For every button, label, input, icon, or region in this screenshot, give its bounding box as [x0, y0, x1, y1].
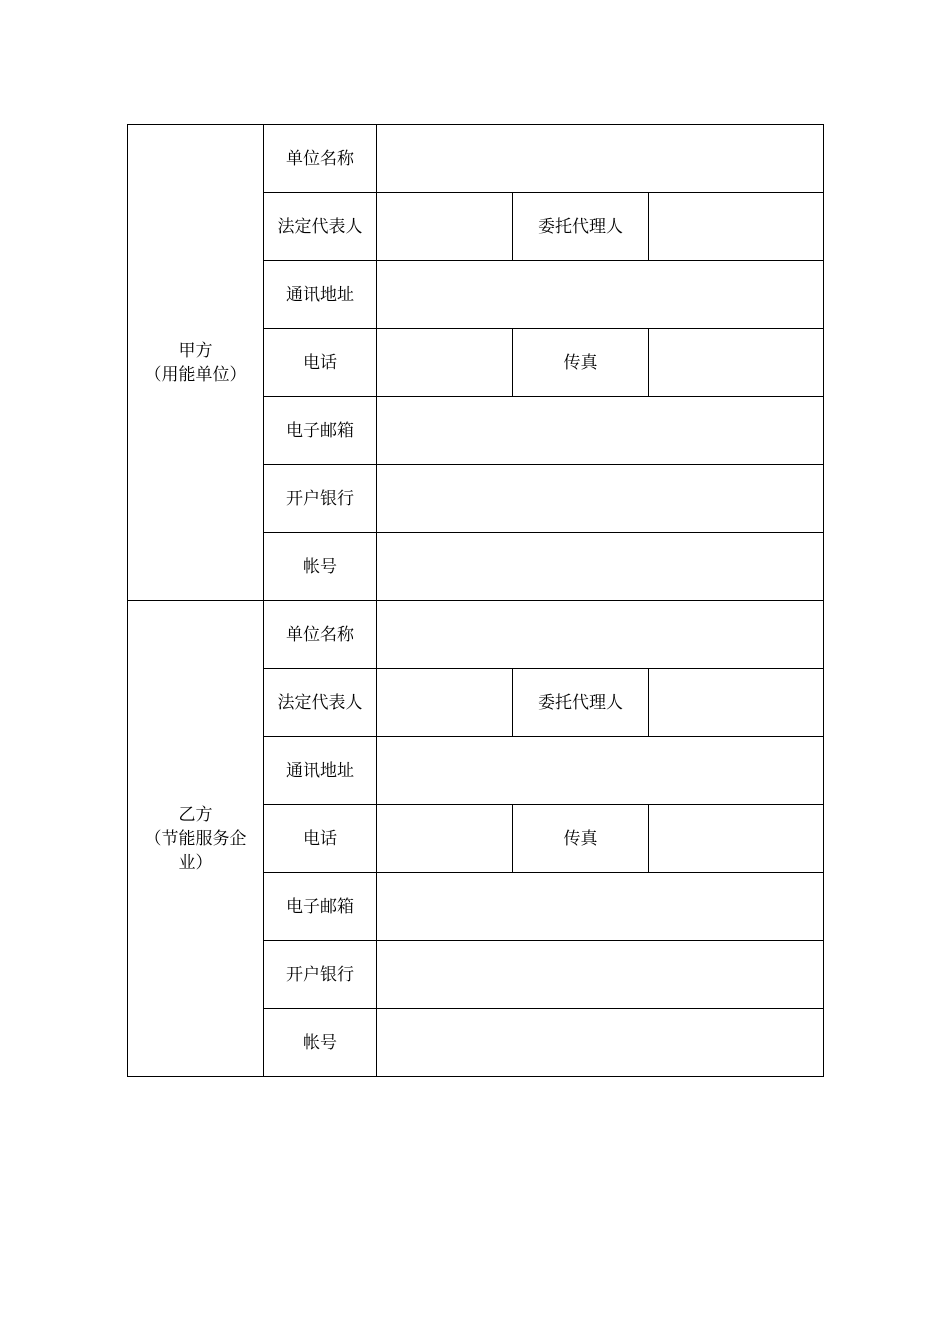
- party-b-phone-label: 电话: [264, 805, 377, 873]
- party-a-fax-label: 传真: [513, 329, 649, 397]
- party-b-bank-label: 开户银行: [264, 941, 377, 1009]
- party-a-phone-label: 电话: [264, 329, 377, 397]
- party-a-legal-rep-value[interactable]: [377, 193, 513, 261]
- party-a-address-value[interactable]: [377, 261, 824, 329]
- party-info-table: [127, 124, 824, 1077]
- party-a-subtitle: （用能单位）: [144, 364, 247, 385]
- party-b-address-value[interactable]: [377, 737, 824, 805]
- party-b-bank-value[interactable]: [377, 941, 824, 1009]
- party-a-fax-value[interactable]: [649, 329, 824, 397]
- party-b-title: 乙方: [178, 804, 213, 825]
- party-b-header: [128, 601, 264, 1077]
- party-a-address-label: 通讯地址: [264, 261, 377, 329]
- party-b-email-label: 电子邮箱: [264, 873, 377, 941]
- party-a-account-value[interactable]: [377, 533, 824, 601]
- party-b-address-label: 通讯地址: [264, 737, 377, 805]
- party-a-unit-name-value[interactable]: [377, 125, 824, 193]
- party-a-phone-value[interactable]: [377, 329, 513, 397]
- party-a-legal-rep-label: 法定代表人: [264, 193, 377, 261]
- party-b-subtitle: （节能服务企业）: [144, 828, 247, 873]
- party-b-fax-label: 传真: [513, 805, 649, 873]
- party-b-legal-rep-value[interactable]: [377, 669, 513, 737]
- party-b-email-value[interactable]: [377, 873, 824, 941]
- party-b-fax-value[interactable]: [649, 805, 824, 873]
- party-b-agent-value[interactable]: [649, 669, 824, 737]
- party-a-agent-label: 委托代理人: [513, 193, 649, 261]
- party-a-bank-label: 开户银行: [264, 465, 377, 533]
- party-a-account-label: 帐号: [264, 533, 377, 601]
- party-a-bank-value[interactable]: [377, 465, 824, 533]
- party-b-account-label: 帐号: [264, 1009, 377, 1077]
- party-b-legal-rep-label: 法定代表人: [264, 669, 377, 737]
- party-a-agent-value[interactable]: [649, 193, 824, 261]
- party-a-email-label: 电子邮箱: [264, 397, 377, 465]
- party-b-unit-name-value[interactable]: [377, 601, 824, 669]
- party-b-account-value[interactable]: [377, 1009, 824, 1077]
- party-b-agent-label: 委托代理人: [513, 669, 649, 737]
- party-a-header: [128, 125, 264, 601]
- party-b-unit-name-label: 单位名称: [264, 601, 377, 669]
- party-a-unit-name-label: 单位名称: [264, 125, 377, 193]
- party-a-email-value[interactable]: [377, 397, 824, 465]
- party-a-row-unit-name: [128, 125, 824, 193]
- party-a-title: 甲方: [178, 340, 213, 361]
- party-b-row-unit-name: [128, 601, 824, 669]
- party-b-phone-value[interactable]: [377, 805, 513, 873]
